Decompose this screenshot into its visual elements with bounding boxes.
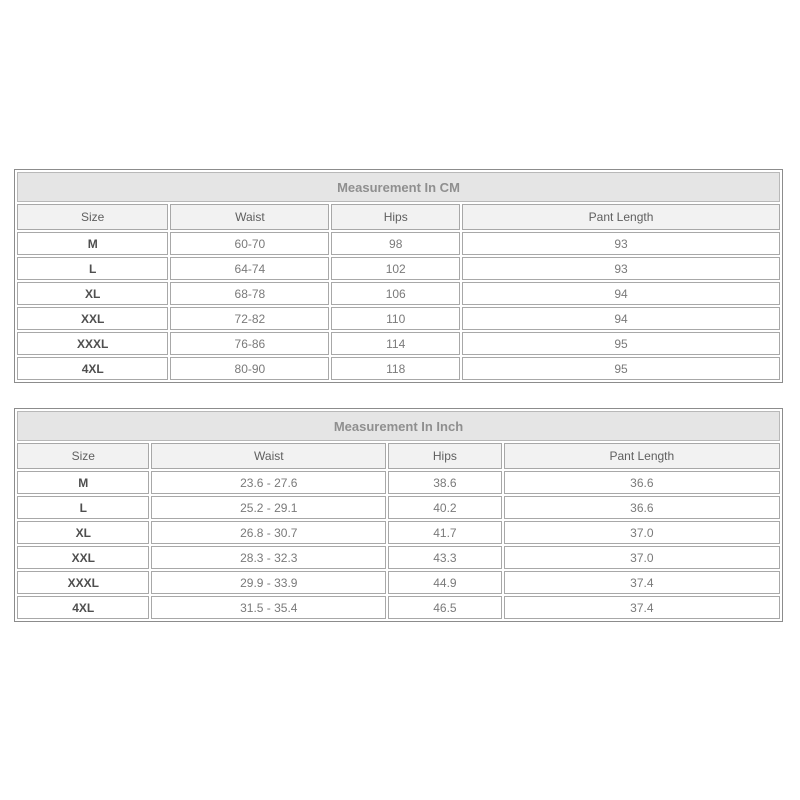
value-cell: 93 <box>462 257 780 280</box>
size-cell: XXXL <box>17 571 149 594</box>
value-cell: 80-90 <box>170 357 329 380</box>
column-header-size: Size <box>17 443 149 469</box>
value-cell: 110 <box>331 307 460 330</box>
value-cell: 94 <box>462 307 780 330</box>
size-cell: XXL <box>17 546 149 569</box>
title-row <box>17 411 780 441</box>
value-cell: 31.5 - 35.4 <box>151 596 386 619</box>
table-title-cm: Measurement In CM <box>17 172 780 202</box>
size-cell: M <box>17 232 168 255</box>
value-cell: 102 <box>331 257 460 280</box>
table-row <box>17 282 780 305</box>
table-title-inch: Measurement In Inch <box>17 411 780 441</box>
value-cell: 29.9 - 33.9 <box>151 571 386 594</box>
size-cell: XL <box>17 521 149 544</box>
value-cell: 26.8 - 30.7 <box>151 521 386 544</box>
value-cell: 37.0 <box>504 521 780 544</box>
size-cell: L <box>17 496 149 519</box>
value-cell: 46.5 <box>388 596 502 619</box>
column-header-pant-length: Pant Length <box>504 443 780 469</box>
value-cell: 37.4 <box>504 571 780 594</box>
size-cell: 4XL <box>17 596 149 619</box>
size-cell: 4XL <box>17 357 168 380</box>
value-cell: 43.3 <box>388 546 502 569</box>
size-cell: XXXL <box>17 332 168 355</box>
value-cell: 60-70 <box>170 232 329 255</box>
value-cell: 93 <box>462 232 780 255</box>
value-cell: 36.6 <box>504 496 780 519</box>
value-cell: 37.0 <box>504 546 780 569</box>
column-header-size: Size <box>17 204 168 230</box>
column-header-waist: Waist <box>151 443 386 469</box>
value-cell: 118 <box>331 357 460 380</box>
value-cell: 98 <box>331 232 460 255</box>
value-cell: 72-82 <box>170 307 329 330</box>
table-row <box>17 332 780 355</box>
value-cell: 41.7 <box>388 521 502 544</box>
size-cell: XL <box>17 282 168 305</box>
value-cell: 36.6 <box>504 471 780 494</box>
column-header-row <box>17 204 780 230</box>
value-cell: 25.2 - 29.1 <box>151 496 386 519</box>
value-cell: 44.9 <box>388 571 502 594</box>
table-row <box>17 257 780 280</box>
value-cell: 40.2 <box>388 496 502 519</box>
value-cell: 106 <box>331 282 460 305</box>
value-cell: 95 <box>462 332 780 355</box>
value-cell: 94 <box>462 282 780 305</box>
table-body <box>17 232 780 380</box>
column-header-hips: Hips <box>331 204 460 230</box>
table-row <box>17 307 780 330</box>
table-row <box>17 357 780 380</box>
value-cell: 76-86 <box>170 332 329 355</box>
title-row <box>17 172 780 202</box>
measurement-table-inch <box>14 408 783 622</box>
value-cell: 38.6 <box>388 471 502 494</box>
value-cell: 64-74 <box>170 257 329 280</box>
column-header-pant-length: Pant Length <box>462 204 780 230</box>
size-cell: L <box>17 257 168 280</box>
table-row <box>17 471 780 494</box>
table-row <box>17 596 780 619</box>
value-cell: 114 <box>331 332 460 355</box>
table-row <box>17 521 780 544</box>
size-cell: M <box>17 471 149 494</box>
table-row <box>17 546 780 569</box>
value-cell: 95 <box>462 357 780 380</box>
value-cell: 68-78 <box>170 282 329 305</box>
table-row <box>17 571 780 594</box>
measurement-table-cm <box>14 169 783 383</box>
table-row <box>17 496 780 519</box>
column-header-row <box>17 443 780 469</box>
value-cell: 28.3 - 32.3 <box>151 546 386 569</box>
size-cell: XXL <box>17 307 168 330</box>
value-cell: 23.6 - 27.6 <box>151 471 386 494</box>
column-header-waist: Waist <box>170 204 329 230</box>
table-row <box>17 232 780 255</box>
table-body <box>17 471 780 619</box>
column-header-hips: Hips <box>388 443 502 469</box>
value-cell: 37.4 <box>504 596 780 619</box>
